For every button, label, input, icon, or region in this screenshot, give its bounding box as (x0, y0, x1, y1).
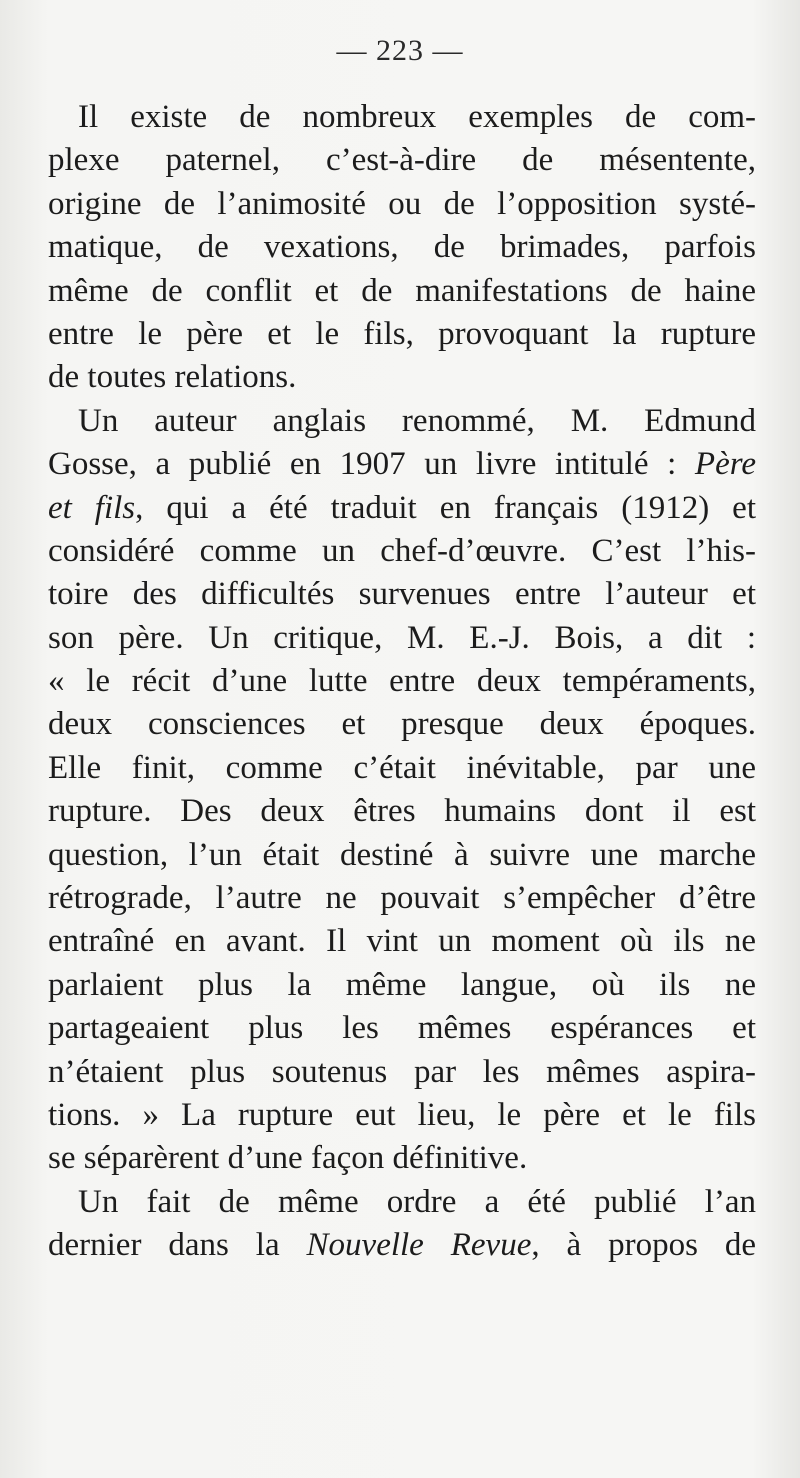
text-line: Gosse, a publié en 1907 un livre intitulé : Père (48, 446, 756, 483)
text-line: n’étaient plus soutenus par les mêmes aspira- (48, 1053, 756, 1090)
text-line: Un fait de même ordre a été publié l’an (78, 1183, 756, 1220)
body-text (48, 96, 756, 1268)
text-line: tions. » La rupture eut lieu, le père et le fils (48, 1096, 756, 1133)
text-line: entre le père et le fils, provoquant la rupture (48, 315, 756, 352)
text-line: son père. Un critique, M. E.-J. Bois, a dit : (48, 619, 756, 656)
italic-title: Père (694, 446, 756, 483)
text-line: partageaient plus les mêmes espérances et (48, 1010, 756, 1047)
text-line: se séparèrent d’une façon définitive. (48, 1140, 528, 1177)
text-line: origine de l’animosité ou de l’opposition systé- (48, 185, 756, 222)
text-line: plexe paternel, c’est-à-dire de mésentente, (48, 142, 756, 179)
text-line: rétrograde, l’autre ne pouvait s’empêcher d’être (48, 880, 756, 917)
text-line: même de conflit et de manifestations de haine (48, 272, 756, 309)
italic-title: Nouvelle Revue (306, 1227, 532, 1264)
text-line: toire des difficultés survenues entre l’auteur et (48, 576, 756, 613)
text-line: considéré comme un chef-d’œuvre. C’est l’his- (48, 532, 756, 569)
page-number: — 223 — (336, 34, 464, 67)
text-line: rupture. Des deux êtres humains dont il est (48, 793, 756, 830)
text-line: matique, de vexations, de brimades, parfois (48, 229, 756, 266)
text-line: dernier dans la Nouvelle Revue, à propos de (48, 1227, 756, 1264)
text-line: deux consciences et presque deux époques. (48, 706, 756, 743)
text-line: Elle finit, comme c’était inévitable, par une (48, 749, 756, 786)
text-line: « le récit d’une lutte entre deux tempéraments, (48, 663, 756, 700)
text-line: entraîné en avant. Il vint un moment où ils ne (48, 923, 756, 960)
text-line: question, l’un était destiné à suivre une marche (48, 836, 756, 873)
text-line: Il existe de nombreux exemples de com- (78, 99, 756, 135)
text-line: parlaient plus la même langue, où ils ne (48, 966, 756, 1003)
text-line: et fils, qui a été traduit en français (1912) et (48, 489, 756, 526)
text-line: de toutes relations. (48, 359, 297, 396)
italic-title: et fils (48, 489, 136, 526)
text-line: Un auteur anglais renommé, M. Edmund (78, 402, 756, 439)
